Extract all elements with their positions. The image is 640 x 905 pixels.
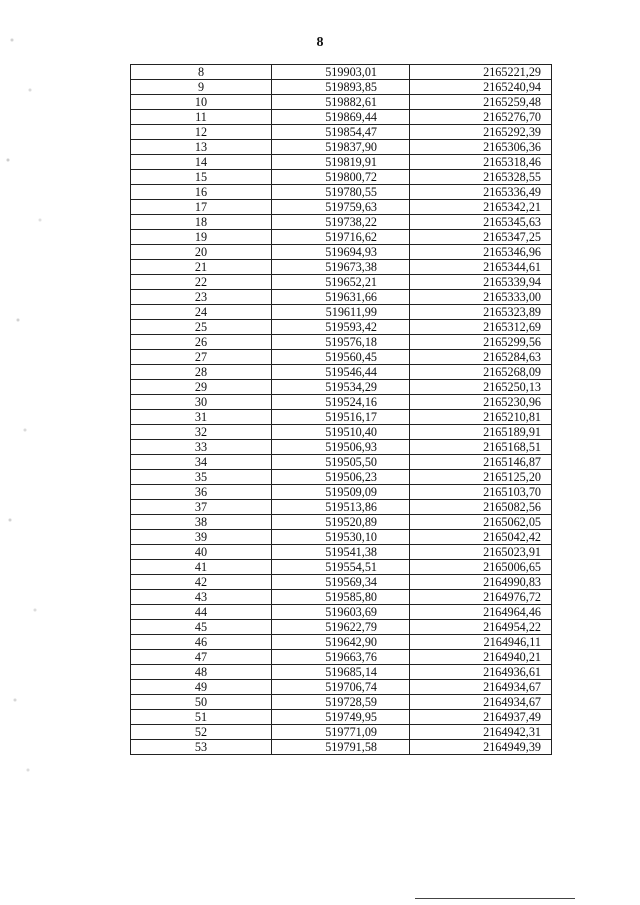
point-number-cell: 41 [131,560,272,575]
point-number-cell: 53 [131,740,272,755]
y-coordinate-cell: 2165125,20 [410,470,552,485]
x-coordinate-cell: 519524,16 [272,395,410,410]
y-coordinate-cell: 2164942,31 [410,725,552,740]
point-number-cell: 47 [131,650,272,665]
y-coordinate-cell: 2165103,70 [410,485,552,500]
y-coordinate-cell: 2165210,81 [410,410,552,425]
point-number-cell: 20 [131,245,272,260]
x-coordinate-cell: 519509,09 [272,485,410,500]
point-number-cell: 37 [131,500,272,515]
y-coordinate-cell: 2165284,63 [410,350,552,365]
y-coordinate-cell: 2164964,46 [410,605,552,620]
point-number-cell: 32 [131,425,272,440]
y-coordinate-cell: 2165342,21 [410,200,552,215]
y-coordinate-cell: 2164934,67 [410,680,552,695]
table-row [131,680,552,695]
x-coordinate-cell: 519694,93 [272,245,410,260]
point-number-cell: 24 [131,305,272,320]
x-coordinate-cell: 519716,62 [272,230,410,245]
y-coordinate-cell: 2164936,61 [410,665,552,680]
point-number-cell: 22 [131,275,272,290]
x-coordinate-cell: 519819,91 [272,155,410,170]
point-number-cell: 21 [131,260,272,275]
table-row [131,395,552,410]
y-coordinate-cell: 2165323,89 [410,305,552,320]
y-coordinate-cell: 2165042,42 [410,530,552,545]
table-row [131,605,552,620]
point-number-cell: 42 [131,575,272,590]
table-row [131,110,552,125]
y-coordinate-cell: 2165306,36 [410,140,552,155]
table-row [131,275,552,290]
page-number: 8 [316,35,324,50]
x-coordinate-cell: 519837,90 [272,140,410,155]
table-row [131,185,552,200]
x-coordinate-cell: 519642,90 [272,635,410,650]
x-coordinate-cell: 519631,66 [272,290,410,305]
y-coordinate-cell: 2165259,48 [410,95,552,110]
table-row [131,740,552,755]
x-coordinate-cell: 519728,59 [272,695,410,710]
point-number-cell: 39 [131,530,272,545]
y-coordinate-cell: 2165082,56 [410,500,552,515]
y-coordinate-cell: 2165328,55 [410,170,552,185]
y-coordinate-cell: 2165240,94 [410,80,552,95]
point-number-cell: 44 [131,605,272,620]
y-coordinate-cell: 2164990,83 [410,575,552,590]
table-row [131,590,552,605]
point-number-cell: 36 [131,485,272,500]
y-coordinate-cell: 2165312,69 [410,320,552,335]
y-coordinate-cell: 2165250,13 [410,380,552,395]
point-number-cell: 12 [131,125,272,140]
point-number-cell: 17 [131,200,272,215]
table-row [131,80,552,95]
point-number-cell: 34 [131,455,272,470]
y-coordinate-cell: 2164940,21 [410,650,552,665]
y-coordinate-cell: 2165345,63 [410,215,552,230]
y-coordinate-cell: 2165146,87 [410,455,552,470]
y-coordinate-cell: 2164934,67 [410,695,552,710]
x-coordinate-cell: 519554,51 [272,560,410,575]
y-coordinate-cell: 2165023,91 [410,545,552,560]
x-coordinate-cell: 519652,21 [272,275,410,290]
y-coordinate-cell: 2165344,61 [410,260,552,275]
x-coordinate-cell: 519510,40 [272,425,410,440]
y-coordinate-cell: 2165292,39 [410,125,552,140]
x-coordinate-cell: 519893,85 [272,80,410,95]
table-row [131,95,552,110]
point-number-cell: 18 [131,215,272,230]
table-row [131,470,552,485]
point-number-cell: 9 [131,80,272,95]
point-number-cell: 38 [131,515,272,530]
y-coordinate-cell: 2164946,11 [410,635,552,650]
table-row [131,380,552,395]
x-coordinate-cell: 519576,18 [272,335,410,350]
table-row [131,200,552,215]
x-coordinate-cell: 519569,34 [272,575,410,590]
point-number-cell: 8 [131,65,272,80]
y-coordinate-cell: 2165276,70 [410,110,552,125]
point-number-cell: 30 [131,395,272,410]
point-number-cell: 46 [131,635,272,650]
y-coordinate-cell: 2165333,00 [410,290,552,305]
point-number-cell: 19 [131,230,272,245]
x-coordinate-cell: 519513,86 [272,500,410,515]
table-row [131,425,552,440]
x-coordinate-cell: 519738,22 [272,215,410,230]
coordinates-table-body [131,65,552,755]
point-number-cell: 51 [131,710,272,725]
y-coordinate-cell: 2165168,51 [410,440,552,455]
x-coordinate-cell: 519749,95 [272,710,410,725]
table-row [131,725,552,740]
x-coordinate-cell: 519530,10 [272,530,410,545]
table-row [131,515,552,530]
y-coordinate-cell: 2165268,09 [410,365,552,380]
y-coordinate-cell: 2165299,56 [410,335,552,350]
y-coordinate-cell: 2165339,94 [410,275,552,290]
point-number-cell: 10 [131,95,272,110]
x-coordinate-cell: 519791,58 [272,740,410,755]
table-row [131,245,552,260]
point-number-cell: 29 [131,380,272,395]
point-number-cell: 11 [131,110,272,125]
y-coordinate-cell: 2165347,25 [410,230,552,245]
table-row [131,410,552,425]
x-coordinate-cell: 519506,23 [272,470,410,485]
x-coordinate-cell: 519759,63 [272,200,410,215]
table-row [131,440,552,455]
x-coordinate-cell: 519771,09 [272,725,410,740]
y-coordinate-cell: 2165062,05 [410,515,552,530]
table-row [131,560,552,575]
point-number-cell: 23 [131,290,272,305]
y-coordinate-cell: 2164954,22 [410,620,552,635]
table-row [131,290,552,305]
table-row [131,455,552,470]
table-row [131,365,552,380]
point-number-cell: 14 [131,155,272,170]
footer-rule [415,898,575,899]
x-coordinate-cell: 519800,72 [272,170,410,185]
x-coordinate-cell: 519685,14 [272,665,410,680]
point-number-cell: 40 [131,545,272,560]
x-coordinate-cell: 519560,45 [272,350,410,365]
x-coordinate-cell: 519663,76 [272,650,410,665]
point-number-cell: 49 [131,680,272,695]
table-row [131,530,552,545]
x-coordinate-cell: 519622,79 [272,620,410,635]
x-coordinate-cell: 519673,38 [272,260,410,275]
table-row [131,215,552,230]
table-row [131,350,552,365]
y-coordinate-cell: 2165336,49 [410,185,552,200]
x-coordinate-cell: 519593,42 [272,320,410,335]
y-coordinate-cell: 2165318,46 [410,155,552,170]
table-row [131,260,552,275]
table-row [131,500,552,515]
table-row [131,695,552,710]
table-row [131,710,552,725]
coordinates-table [130,64,552,755]
x-coordinate-cell: 519780,55 [272,185,410,200]
point-number-cell: 31 [131,410,272,425]
x-coordinate-cell: 519534,29 [272,380,410,395]
y-coordinate-cell: 2165346,96 [410,245,552,260]
table-row [131,140,552,155]
table-row [131,230,552,245]
table-row [131,305,552,320]
y-coordinate-cell: 2165189,91 [410,425,552,440]
table-row [131,170,552,185]
scan-artifacts [0,0,70,800]
table-row [131,620,552,635]
x-coordinate-cell: 519603,69 [272,605,410,620]
table-row [131,485,552,500]
point-number-cell: 48 [131,665,272,680]
point-number-cell: 43 [131,590,272,605]
point-number-cell: 28 [131,365,272,380]
x-coordinate-cell: 519706,74 [272,680,410,695]
point-number-cell: 27 [131,350,272,365]
point-number-cell: 26 [131,335,272,350]
point-number-cell: 16 [131,185,272,200]
table-row [131,155,552,170]
table-row [131,335,552,350]
point-number-cell: 15 [131,170,272,185]
y-coordinate-cell: 2164949,39 [410,740,552,755]
x-coordinate-cell: 519854,47 [272,125,410,140]
point-number-cell: 45 [131,620,272,635]
x-coordinate-cell: 519506,93 [272,440,410,455]
point-number-cell: 52 [131,725,272,740]
y-coordinate-cell: 2165230,96 [410,395,552,410]
point-number-cell: 25 [131,320,272,335]
table-row [131,320,552,335]
table-row [131,665,552,680]
y-coordinate-cell: 2164976,72 [410,590,552,605]
x-coordinate-cell: 519903,01 [272,65,410,80]
x-coordinate-cell: 519585,80 [272,590,410,605]
y-coordinate-cell: 2164937,49 [410,710,552,725]
x-coordinate-cell: 519516,17 [272,410,410,425]
x-coordinate-cell: 519520,89 [272,515,410,530]
x-coordinate-cell: 519505,50 [272,455,410,470]
table-row [131,65,552,80]
x-coordinate-cell: 519546,44 [272,365,410,380]
table-row [131,575,552,590]
table-row [131,125,552,140]
y-coordinate-cell: 2165006,65 [410,560,552,575]
x-coordinate-cell: 519611,99 [272,305,410,320]
table-row [131,545,552,560]
table-row [131,650,552,665]
table-row [131,635,552,650]
point-number-cell: 35 [131,470,272,485]
y-coordinate-cell: 2165221,29 [410,65,552,80]
point-number-cell: 50 [131,695,272,710]
x-coordinate-cell: 519869,44 [272,110,410,125]
point-number-cell: 13 [131,140,272,155]
point-number-cell: 33 [131,440,272,455]
x-coordinate-cell: 519541,38 [272,545,410,560]
x-coordinate-cell: 519882,61 [272,95,410,110]
